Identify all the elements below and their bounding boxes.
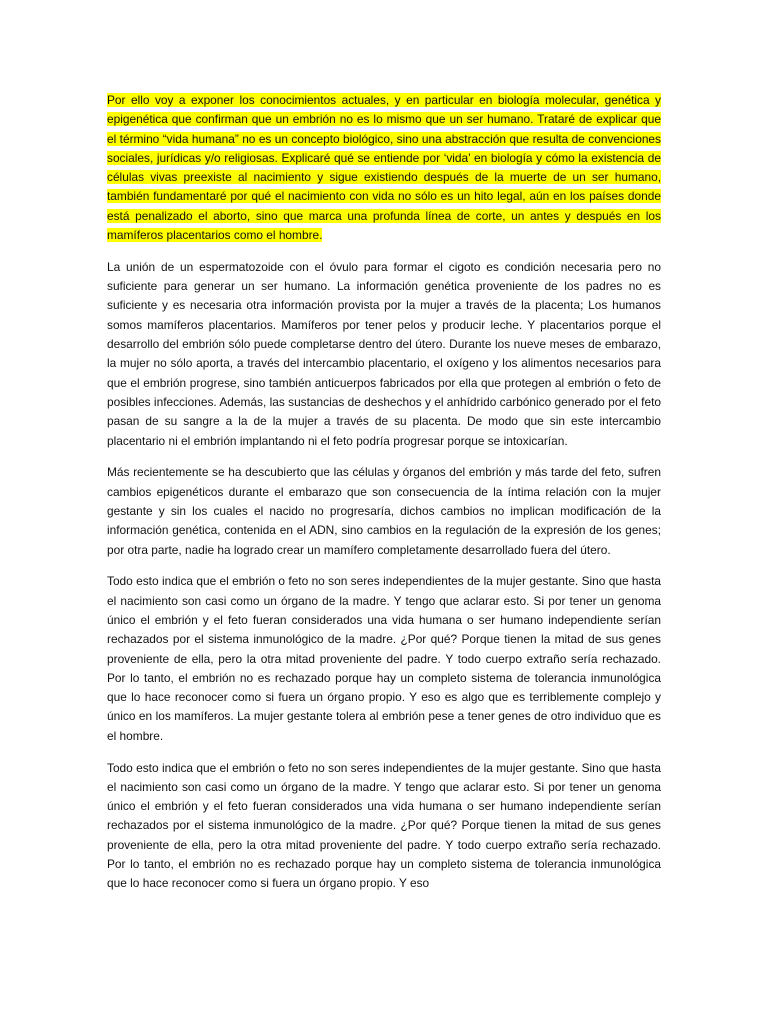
- highlighted-text: Por ello voy a exponer los conocimientos actuales, y en particular en biología molecular, genética y epigenética que confirman que un embrión no es lo mismo que un ser humano. Trataré de explicar que el término “vida humana” no es un concepto biológico, sino una abstracción que resulta de convenciones sociales, jurídicas y/o religiosas. Explicaré qué se entiende por ‘vida’ en biología y cómo la existencia de células vivas preexiste al nacimiento y sigue existiendo después de la muerte de un ser humano, también fundamentaré por qué el nacimiento con vida no sólo es un hito legal, aún en los países donde está penalizado el aborto, sino que marca una profunda línea de corte, un antes y después en los mamíferos placentarios como el hombre.: [107, 93, 661, 243]
- document-body: [107, 91, 661, 906]
- paragraph-epigenetics: Más recientemente se ha descubierto que las células y órganos del embrión y más tarde del feto, sufren cambios epigenéticos durante el embarazo que son consecuencia de la íntima relación con la mujer gestante y sin los cuales el nacido no progresaría, dichos cambios no implican modificación de la información genética, contenida en el ADN, sino cambios en la regulación de la expresión de los genes; por otra parte, nadie ha logrado crear un mamífero completamente desarrollado fuera del útero.: [107, 465, 661, 557]
- paragraph-immune-tolerance: Todo esto indica que el embrión o feto no son seres independientes de la mujer gestante. Sino que hasta el nacimiento son casi como un órgano de la madre. Y tengo que aclarar esto. Si por tener un genoma único el embrión y el feto fueran considerados una vida humana o ser humano independiente serían rechazados por el sistema inmunológico de la madre. ¿Por qué? Porque tienen la mitad de sus genes proveniente de ella, pero la otra mitad proveniente del padre. Y todo cuerpo extraño sería rechazado. Por lo tanto, el embrión no es rechazado porque hay un completo sistema de tolerancia inmunológica que lo hace reconocer como si fuera un órgano propio. Y eso es algo que es terriblemente complejo y único en los mamíferos. La mujer gestante tolera al embrión pese a tener genes de otro individuo que es el hombre.: [107, 574, 661, 743]
- paragraph-fertilization: La unión de un espermatozoide con el óvulo para formar el cigoto es condición necesaria pero no suficiente para generar un ser humano. La información genética proveniente de los padres no es suficiente y es necesaria otra información provista por la mujer a través de la placenta; Los humanos somos mamíferos placentarios. Mamíferos por tener pelos y producir leche. Y placentarios porque el desarrollo del embrión sólo puede completarse dentro del útero. Durante los nueve meses de embarazo, la mujer no sólo aporta, a través del intercambio placentario, el oxígeno y los alimentos necesarios para que el embrión progrese, sino también anticuerpos fabricados por ella que protegen al embrión o feto de posibles infecciones. Además, las sustancias de deshechos y el anhídrido carbónico generado por el feto pasan de su sangre a la de la mujer a través de su placenta. De modo que sin este intercambio placentario ni el embrión implantando ni el feto podría progresar porque se intoxicarían.: [107, 259, 661, 448]
- paragraph-immune-tolerance-repeat: Todo esto indica que el embrión o feto no son seres independientes de la mujer gestante. Sino que hasta el nacimiento son casi como un órgano de la madre. Y tengo que aclarar esto. Si por tener un genoma único el embrión y el feto fueran considerados una vida humana o ser humano independiente serían rechazados por el sistema inmunológico de la madre. ¿Por qué? Porque tienen la mitad de sus genes proveniente de ella, pero la otra mitad proveniente del padre. Y todo cuerpo extraño sería rechazado. Por lo tanto, el embrión no es rechazado porque hay un completo sistema de tolerancia inmunológica que lo hace reconocer como si fuera un órgano propio. Y eso: [107, 760, 661, 891]
- paragraph-intro-highlighted: [107, 91, 661, 245]
